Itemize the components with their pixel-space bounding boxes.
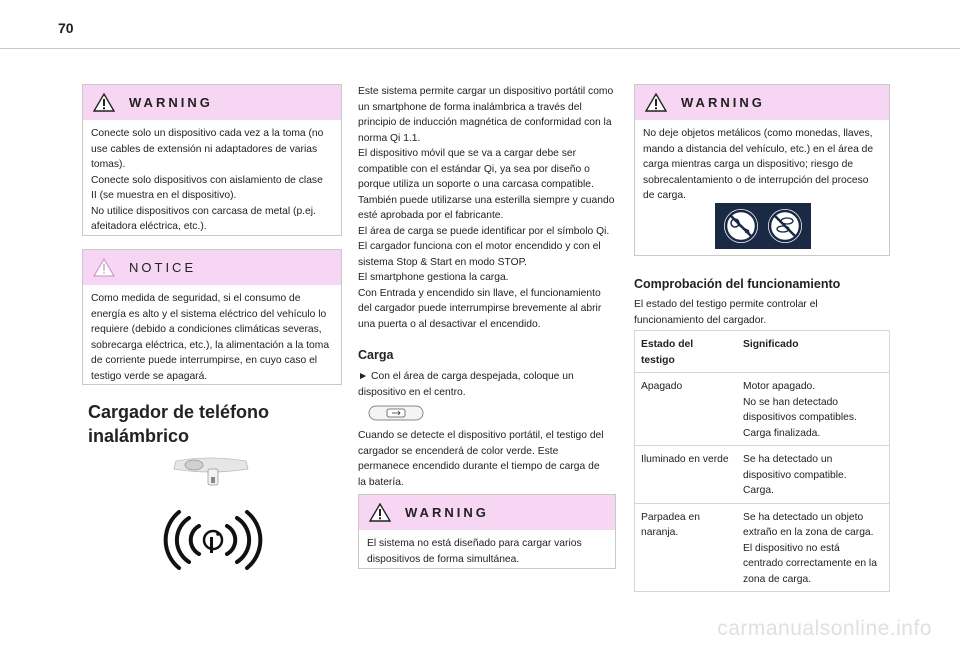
steering-wheel-icon xyxy=(170,455,252,495)
warning-text xyxy=(635,120,889,210)
table-cell: Iluminado en verde xyxy=(635,446,738,504)
warning-header xyxy=(635,85,889,120)
qi-wireless-icon xyxy=(163,508,263,572)
notice-paragraph: Como medida de seguridad, si el consumo de energía es alto y el sistema eléctrico del vehículo lo requiere (debido a condiciones climáticas severas, sobrecarga eléctrica, etc.), la alimentación a la toma de corriente puede interrumpirse, en cuyo caso el testigo verde se apagará. xyxy=(91,293,330,382)
warning-line: Conecte solo dispositivos con aislamiento de clase II (se muestra en el dispositivo). xyxy=(91,174,323,201)
check-intro: El estado del testigo permite controlar el funcionamiento del cargador. xyxy=(634,299,818,326)
table-row xyxy=(635,446,890,504)
notice-triangle-icon xyxy=(93,258,115,277)
header-rule xyxy=(0,48,960,49)
warning-header xyxy=(359,495,615,530)
no-coins-icon xyxy=(768,209,802,243)
warning-box-2 xyxy=(358,494,616,569)
carga-heading: Carga xyxy=(358,348,394,362)
carga-step: ► Con el área de carga despejada, coloque un dispositivo en el centro. xyxy=(358,371,574,398)
no-metal-objects-icon xyxy=(715,203,811,249)
carga-after: Cuando se detecte el dispositivo portátil, el testigo del cargador se encenderá de color verde. Este permanece encendido durante el tiempo de carga de la batería. xyxy=(358,430,604,488)
notice-label: NOTICE xyxy=(129,260,197,275)
charging-pad-icon xyxy=(368,405,424,421)
warning-paragraph: No deje objetos metálicos (como monedas, llaves, mando a distancia del vehículo, etc.) en el área de carga mientras carga un dispositivo; riesgo de sobrecalentamiento o de interrupción del proceso de carga. xyxy=(643,128,874,201)
warning-text xyxy=(359,530,615,573)
no-keys-icon xyxy=(724,209,758,243)
warning-label: WARNING xyxy=(129,95,213,110)
warning-header xyxy=(83,85,341,120)
table-row xyxy=(635,373,890,446)
status-table xyxy=(634,330,890,592)
body-paragraph: El área de carga se puede identificar por el símbolo Qi. xyxy=(358,225,610,237)
table-cell: Motor apagado. No se han detectado dispositivos compatibles. Carga finalizada. xyxy=(737,373,890,446)
body-paragraph: El cargador funciona con el motor encendido y con el sistema Stop & Start en modo STOP. xyxy=(358,241,601,268)
table-row xyxy=(635,503,890,592)
warning-triangle-icon xyxy=(645,93,667,112)
notice-box xyxy=(82,249,342,385)
table-cell: Se ha detectado un dispositivo compatible. Carga. xyxy=(737,446,890,504)
table-cell: Se ha detectado un objeto extraño en la zona de carga. El dispositivo no está centrado correctamente en la zona de carga. xyxy=(737,503,890,592)
warning-triangle-icon xyxy=(93,93,115,112)
table-header-cell: Estado del testigo xyxy=(635,331,738,373)
warning-label: WARNING xyxy=(681,95,765,110)
table-cell: Parpadea en naranja. xyxy=(635,503,738,592)
body-paragraph: El smartphone gestiona la carga. xyxy=(358,272,509,283)
notice-text xyxy=(83,285,341,390)
page-number: 70 xyxy=(58,20,74,36)
warning-box-1 xyxy=(82,84,342,236)
warning-box-3 xyxy=(634,84,890,256)
warning-paragraph: El sistema no está diseñado para cargar varios dispositivos de forma simultánea. xyxy=(367,538,582,565)
check-heading: Comprobación del funcionamiento xyxy=(634,277,841,291)
notice-header xyxy=(83,250,341,285)
table-header-cell: Significado xyxy=(737,331,890,373)
section-title: Cargador de teléfono inalámbrico xyxy=(88,402,270,446)
body-paragraph: El dispositivo móvil que se va a cargar debe ser compatible con el estándar Qi, ya sea por diseño o porque utiliza un soporte o una carcasa compatible. También puede utilizarse una esterilla siempre y cuando esté aprobada por el fabricante. xyxy=(358,148,615,221)
body-paragraph: Este sistema permite cargar un dispositivo portátil como un smartphone de forma inalámbrica a través del principio de inducción magnética de conformidad con la norma Qi 1.1. xyxy=(358,86,614,144)
wireless-description xyxy=(358,84,616,332)
warning-line: Conecte solo un dispositivo cada vez a la toma (no use cables de extensión ni adaptadores de varias tomas). xyxy=(91,128,324,170)
table-cell: Apagado xyxy=(635,373,738,446)
warning-text xyxy=(83,120,341,241)
warning-triangle-icon xyxy=(369,503,391,522)
warning-label: WARNING xyxy=(405,505,489,520)
table-header-row xyxy=(635,331,890,373)
watermark: carmanualsonline.info xyxy=(717,617,932,640)
warning-line: No utilice dispositivos con carcasa de metal (p.ej. afeitadora eléctrica, etc.). xyxy=(91,205,316,232)
body-paragraph: Con Entrada y encendido sin llave, el funcionamiento del cargador puede interrumpirse brevemente al abrir una puerta o al desactivar el encendido. xyxy=(358,287,602,330)
